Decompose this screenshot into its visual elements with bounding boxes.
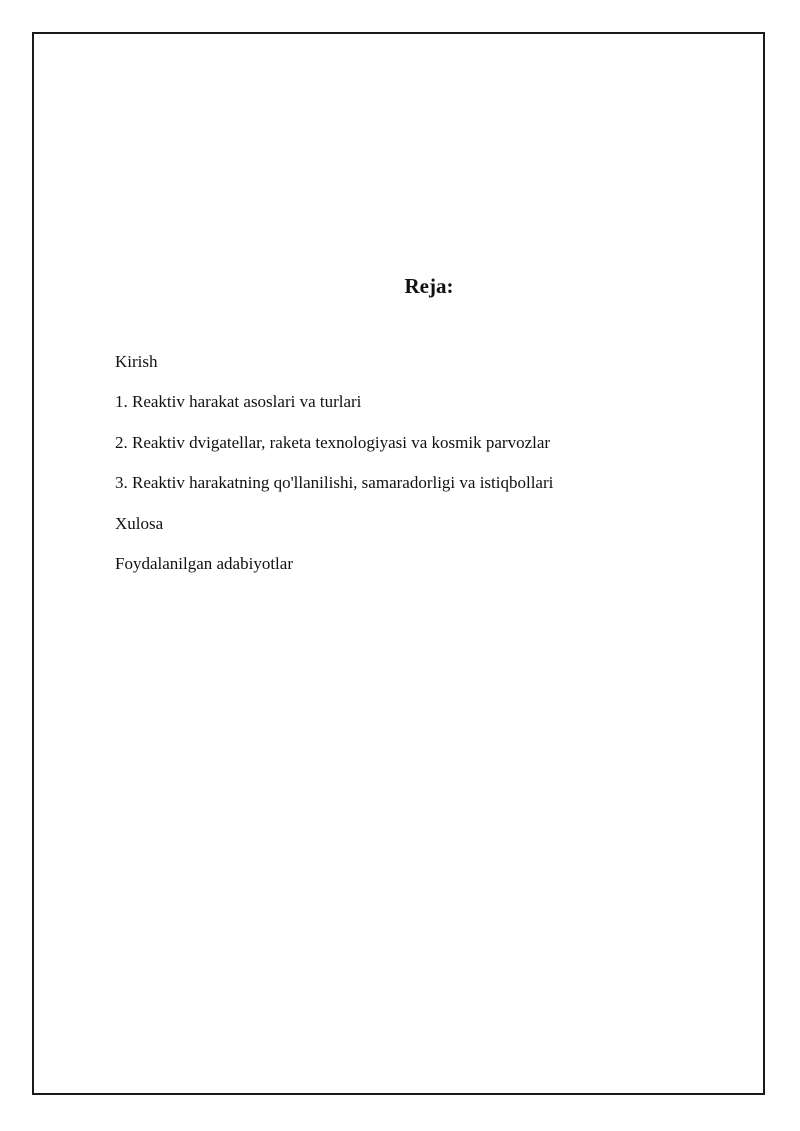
plan-item-introduction: Kirish [115,352,158,371]
plan-item-conclusion: Xulosa [115,513,164,533]
plan-item-chapter-2: 2. Reaktiv dvigatellar, raketa texnologiyasi va kosmik parvozlar [115,432,551,452]
plan-item-chapter-3: 3. Reaktiv harakatning qo'llanilishi, samaradorligi va istiqbollari [115,473,554,493]
plan-list [115,350,553,592]
plan-item-chapter-1: 1. Reaktiv harakat asoslari va turlari [115,392,362,412]
plan-item-references: Foydalanilgan adabiyotlar [115,553,293,573]
page-title: Reja: [404,274,454,298]
